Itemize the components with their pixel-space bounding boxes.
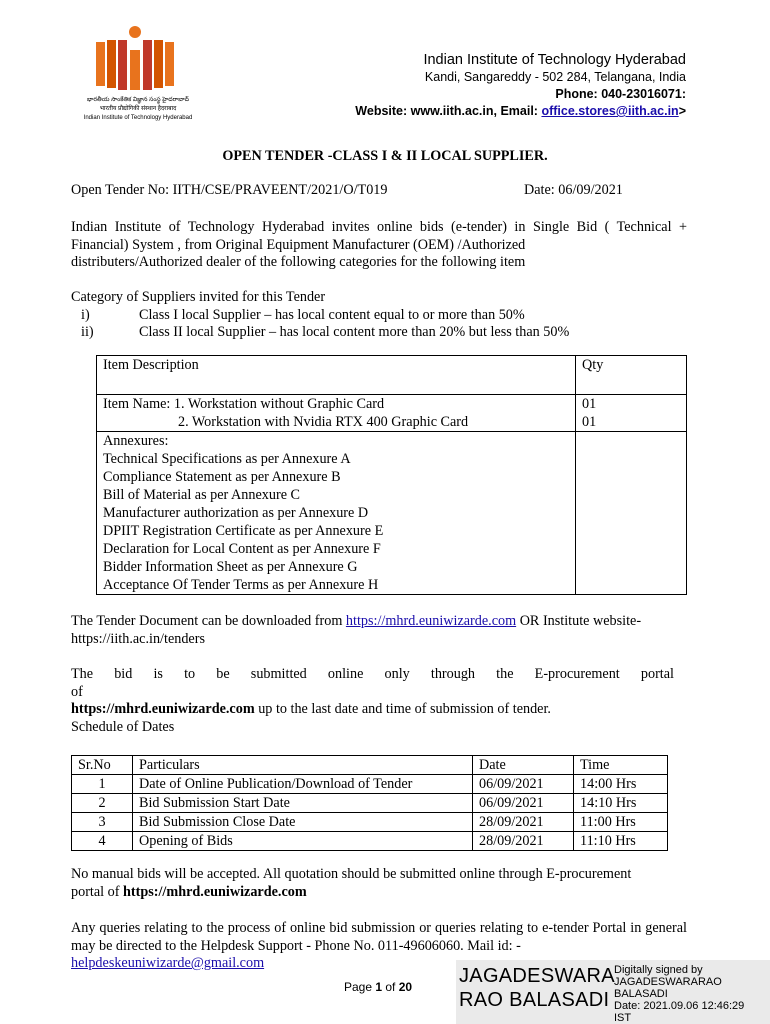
category-item (71, 307, 691, 325)
cell-particulars: Bid Submission Close Date (133, 813, 473, 832)
cell-time: 11:00 Hrs (574, 813, 668, 832)
annexure-item: Technical Specifications as per Annexure A (103, 451, 351, 467)
signature-detail: Date: 2021.09.06 12:46:29 (614, 1000, 745, 1012)
schedule-table (71, 755, 668, 851)
submission-paragraph (71, 666, 687, 719)
item-line-1: Item Name: 1. Workstation without Graphic Card (103, 396, 385, 412)
schedule-heading: Schedule of Dates (71, 719, 175, 735)
header-item-description: Item Description (97, 356, 576, 395)
empty-cell (576, 432, 687, 595)
logo-caption (68, 96, 208, 123)
annexure-item: Compliance Statement as per Annexure B (103, 469, 341, 485)
download-paragraph (71, 613, 691, 648)
category-num: i) (81, 306, 90, 323)
cell-srno: 3 (72, 813, 133, 832)
manual-prefix: portal of (71, 883, 124, 900)
annexure-item: Manufacturer authorization as per Annexure D (103, 505, 369, 521)
category-text: Class I local Supplier – has local content equal to or more than 50% (139, 306, 525, 323)
download-suffix: OR Institute website- (516, 613, 642, 629)
download-prefix: The Tender Document can be downloaded from (71, 613, 346, 629)
cell-srno: 1 (72, 775, 133, 794)
signature-detail: JAGADESWARARAO (614, 976, 722, 988)
annexures-heading: Annexures: (103, 433, 169, 449)
category-section (71, 289, 691, 342)
category-text: Class II local Supplier – has local content more than 20% but less than 50% (139, 324, 570, 340)
page-number (344, 980, 412, 994)
intro-text: Indian Institute of Technology Hyderabad invites online bids (e-tender) in Single Bid ( Technical + Financial) System , from Original Equipment Manufacturer (OEM) /Authorized (71, 219, 687, 253)
cell-date: 28/09/2021 (473, 813, 574, 832)
digital-signature[interactable] (456, 960, 770, 1024)
submission-url: https://mhrd.euniwizarde.com (71, 701, 255, 717)
page-of: of (382, 980, 399, 994)
institute-name: Indian Institute of Technology Hyderabad (423, 52, 686, 68)
signer-name (459, 964, 615, 1012)
item-name-cell (97, 395, 576, 432)
table-row (72, 794, 668, 813)
email-link[interactable]: office.stores@iith.ac.in (541, 104, 679, 118)
helpdesk-email-link[interactable]: helpdeskeuniwizarde@gmail.com (71, 955, 265, 971)
institute-tenders-url: https://iith.ac.in/tenders (71, 630, 205, 647)
table-row (97, 432, 687, 595)
header-date: Date (473, 756, 574, 775)
institute-website-line (355, 103, 686, 120)
signature-detail: BALASADI (614, 988, 668, 1000)
manual-line-2 (71, 884, 691, 902)
annexures-cell (97, 432, 576, 595)
signer-name-line-2: RAO BALASADI (459, 989, 610, 1011)
table-row (72, 832, 668, 851)
manual-url: https://mhrd.euniwizarde.com (123, 883, 307, 900)
cell-time: 14:00 Hrs (574, 775, 668, 794)
cell-time: 11:10 Hrs (574, 832, 668, 851)
header-qty: Qty (576, 356, 687, 395)
item-line-2: 2. Workstation with Nvidia RTX 400 Graphic Card (178, 414, 469, 430)
cell-particulars: Opening of Bids (133, 832, 473, 851)
table-row (72, 756, 668, 775)
category-num: ii) (81, 324, 94, 340)
logo-text-telugu: భారతీయ సాంకేతిక విజ్ఞాన సంస్థ హైదరాబాద్ (87, 97, 189, 103)
website-text: Website: www.iith.ac.in, Email: (355, 104, 542, 118)
page-current: 1 (375, 980, 383, 994)
table-row (97, 356, 687, 395)
cell-date: 06/09/2021 (473, 794, 574, 813)
header-time: Time (574, 756, 668, 775)
header-srno: Sr.No (72, 756, 133, 775)
tender-date: Date: 06/09/2021 (524, 182, 623, 198)
annexure-item: DPIIT Registration Certificate as per Annexure E (103, 523, 384, 539)
qty-2: 01 (582, 414, 597, 430)
qty-cell (576, 395, 687, 432)
manual-bids-paragraph (71, 866, 691, 901)
signature-detail: Digitally signed by (614, 964, 703, 976)
items-table (96, 355, 687, 595)
submission-rest: up to the last date and time of submission of tender. (254, 701, 551, 717)
annexure-item: Acceptance Of Tender Terms as per Annexure H (103, 577, 379, 593)
qty-1: 01 (582, 396, 597, 412)
cell-srno: 2 (72, 794, 133, 813)
cell-particulars: Date of Online Publication/Download of Tender (133, 775, 473, 794)
page-total: 20 (398, 980, 413, 994)
logo-text-hindi: भारतीय प्रौद्योगिकी संस्थान हैदराबाद (99, 106, 177, 112)
intro-text-last: distributers/Authorized dealer of the following categories for the following item (71, 254, 526, 270)
table-row (72, 813, 668, 832)
euniwizarde-link[interactable]: https://mhrd.euniwizarde.com (345, 613, 517, 629)
institute-phone: Phone: 040-23016071: (555, 87, 686, 101)
signer-name-line-1: JAGADESWARA (459, 965, 615, 987)
submission-line-2 (71, 701, 687, 719)
header-particulars: Particulars (133, 756, 473, 775)
cell-particulars: Bid Submission Start Date (133, 794, 473, 813)
category-item (71, 324, 691, 342)
signature-details (614, 964, 744, 1024)
category-heading: Category of Suppliers invited for this Tender (71, 289, 326, 305)
cell-date: 06/09/2021 (473, 775, 574, 794)
cell-date: 28/09/2021 (473, 832, 574, 851)
intro-paragraph (71, 219, 687, 272)
download-line (71, 613, 691, 631)
manual-line-1: No manual bids will be accepted. All quotation should be submitted online through E-procurement (71, 866, 632, 882)
page-prefix: Page (344, 980, 376, 994)
letterhead (355, 52, 686, 120)
signature-detail: IST (614, 1012, 632, 1024)
cell-srno: 4 (72, 832, 133, 851)
table-row (72, 775, 668, 794)
annexure-item: Declaration for Local Content as per Annexure F (103, 541, 381, 557)
tender-title: OPEN TENDER -CLASS I & II LOCAL SUPPLIER. (222, 148, 548, 164)
logo-text-english: Indian Institute of Technology Hyderabad (83, 115, 193, 121)
tender-number: Open Tender No: IITH/CSE/PRAVEENT/2021/O/T019 (71, 182, 388, 198)
institute-address: Kandi, Sangareddy - 502 284, Telangana, India (424, 70, 686, 84)
website-suffix: > (678, 104, 686, 118)
queries-text: Any queries relating to the process of online bid submission or queries relating to e-tender Portal in general may be directed to the Helpdesk Support - Phone No. 011-49606060. Mail id: - (71, 920, 687, 954)
cell-time: 14:10 Hrs (574, 794, 668, 813)
annexure-item: Bill of Material as per Annexure C (103, 487, 300, 503)
annexure-item: Bidder Information Sheet as per Annexure G (103, 559, 358, 575)
table-row (97, 395, 687, 432)
submission-line-1: The bid is to be submitted online only through the E-procurement portal of (71, 666, 674, 700)
